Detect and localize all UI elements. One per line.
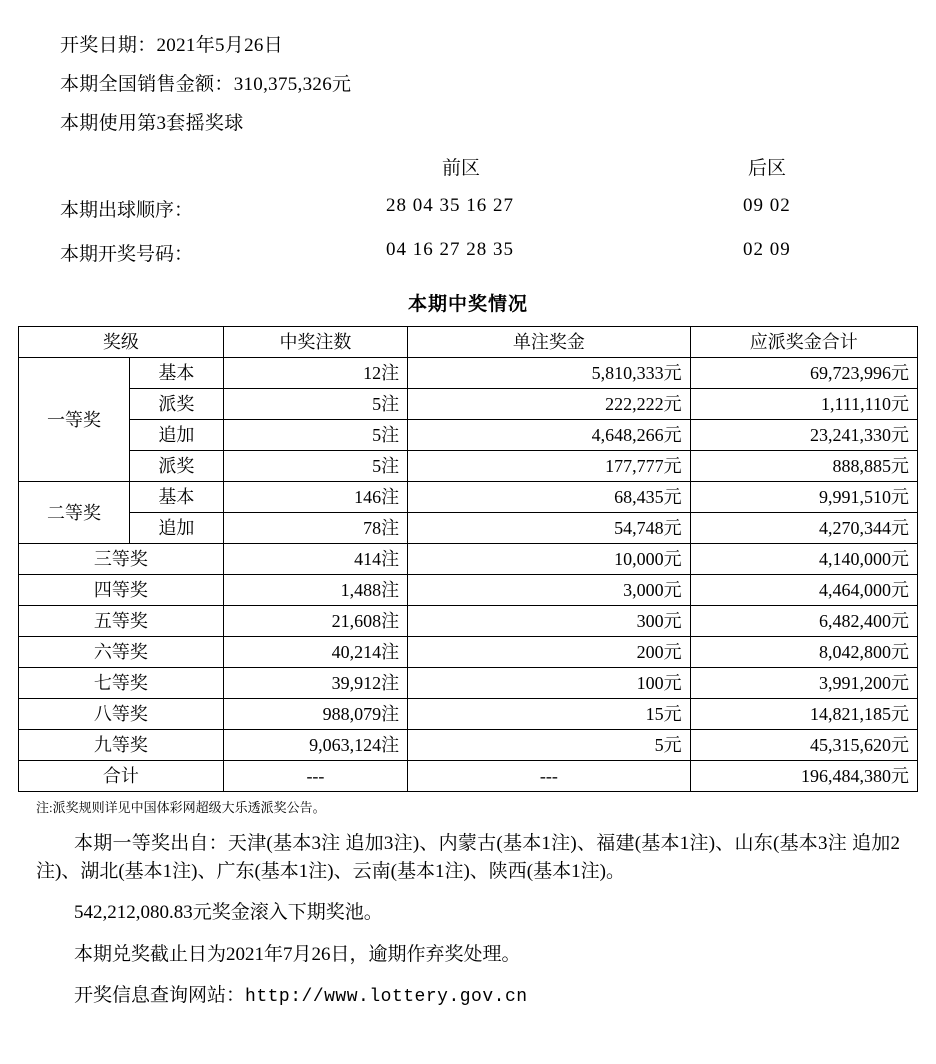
cell-count: 146注 xyxy=(223,482,407,513)
cell-amount: 3,000元 xyxy=(408,575,691,606)
draw-order-row xyxy=(18,187,918,231)
table-row xyxy=(19,420,918,451)
level-label-grand-total: 合计 xyxy=(19,761,224,792)
cell-count: 988,079注 xyxy=(223,699,407,730)
cell-total: 8,042,800元 xyxy=(690,637,917,668)
table-row xyxy=(19,730,918,761)
cell-count: 5注 xyxy=(223,451,407,482)
level-label-eighth-prize: 八等奖 xyxy=(19,699,224,730)
draw-order-front-numbers: 28 04 35 16 27 xyxy=(386,195,514,216)
table-row xyxy=(19,389,918,420)
sub-label: 追加 xyxy=(130,420,224,451)
cell-amount: 54,748元 xyxy=(408,513,691,544)
machine-set-line: 本期使用第3套摇奖球 xyxy=(60,113,244,134)
cell-amount: 177,777元 xyxy=(408,451,691,482)
cell-total: 69,723,996元 xyxy=(690,358,917,389)
back-zone-label: 后区 xyxy=(748,158,787,179)
cell-amount: --- xyxy=(408,761,691,792)
table-row xyxy=(19,606,918,637)
table-row xyxy=(19,699,918,730)
prize-table-title: 本期中奖情况 xyxy=(407,294,528,315)
claim-deadline-paragraph: 本期兑奖截止日为2021年7月26日，逾期作弃奖处理。 xyxy=(74,943,521,965)
prize-table xyxy=(18,326,918,792)
zone-header-row xyxy=(18,153,918,183)
table-row xyxy=(19,637,918,668)
column-header-total: 应派奖金合计 xyxy=(690,327,917,358)
cell-count: --- xyxy=(223,761,407,792)
cell-total: 14,821,185元 xyxy=(690,699,917,730)
cell-count: 9,063,124注 xyxy=(223,730,407,761)
cell-count: 414注 xyxy=(223,544,407,575)
website-label: 开奖信息查询网站： xyxy=(74,985,246,1007)
cell-count: 1,488注 xyxy=(223,575,407,606)
cell-count: 78注 xyxy=(223,513,407,544)
cell-amount: 68,435元 xyxy=(408,482,691,513)
cell-count: 12注 xyxy=(223,358,407,389)
cell-amount: 5元 xyxy=(408,730,691,761)
level-label-second-prize: 二等奖 xyxy=(19,482,130,544)
sub-label: 派奖 xyxy=(130,389,224,420)
level-label-first-prize: 一等奖 xyxy=(19,358,130,482)
website-paragraph xyxy=(36,982,900,1010)
cell-count: 40,214注 xyxy=(223,637,407,668)
level-label-sixth-prize: 六等奖 xyxy=(19,637,224,668)
cell-amount: 5,810,333元 xyxy=(408,358,691,389)
table-row xyxy=(19,358,918,389)
cell-amount: 222,222元 xyxy=(408,389,691,420)
cell-total: 196,484,380元 xyxy=(690,761,917,792)
cell-amount: 15元 xyxy=(408,699,691,730)
winning-numbers-row xyxy=(18,231,918,275)
cell-count: 5注 xyxy=(223,420,407,451)
draw-date-line: 开奖日期：2021年5月26日 xyxy=(60,35,284,56)
cell-count: 39,912注 xyxy=(223,668,407,699)
winning-back-numbers: 02 09 xyxy=(743,239,791,260)
sub-label: 基本 xyxy=(130,482,224,513)
cell-amount: 10,000元 xyxy=(408,544,691,575)
table-row xyxy=(19,451,918,482)
level-label-ninth-prize: 九等奖 xyxy=(19,730,224,761)
table-row-total xyxy=(19,761,918,792)
draw-order-back-numbers: 09 02 xyxy=(743,195,791,216)
sub-label: 派奖 xyxy=(130,451,224,482)
table-row xyxy=(19,513,918,544)
column-header-level: 奖级 xyxy=(19,327,224,358)
cell-total: 4,270,344元 xyxy=(690,513,917,544)
draw-order-label: 本期出球顺序： xyxy=(60,200,194,221)
column-header-amount: 单注奖金 xyxy=(408,327,691,358)
level-label-fifth-prize: 五等奖 xyxy=(19,606,224,637)
table-row xyxy=(19,482,918,513)
cell-total: 6,482,400元 xyxy=(690,606,917,637)
cell-total: 4,464,000元 xyxy=(690,575,917,606)
table-row xyxy=(19,544,918,575)
cell-count: 21,608注 xyxy=(223,606,407,637)
cell-total: 23,241,330元 xyxy=(690,420,917,451)
website-url[interactable]: http://www.lottery.gov.cn xyxy=(245,987,528,1008)
level-label-seventh-prize: 七等奖 xyxy=(19,668,224,699)
winning-front-numbers: 04 16 27 28 35 xyxy=(386,239,514,260)
cell-total: 888,885元 xyxy=(690,451,917,482)
table-header-row xyxy=(19,327,918,358)
cell-total: 1,111,110元 xyxy=(690,389,917,420)
sub-label: 追加 xyxy=(130,513,224,544)
front-zone-label: 前区 xyxy=(442,158,481,179)
cell-amount: 100元 xyxy=(408,668,691,699)
sales-amount-line: 本期全国销售金额：310,375,326元 xyxy=(60,74,352,95)
first-prize-origin-paragraph: 本期一等奖出自：天津(基本3注 追加3注)、内蒙古(基本1注)、福建(基本1注)、山东(基本3注 追加2注)、湖北(基本1注)、广东(基本1注)、云南(基本1注)、陕西(基本1注)。 xyxy=(36,833,900,882)
cell-total: 3,991,200元 xyxy=(690,668,917,699)
column-header-count: 中奖注数 xyxy=(223,327,407,358)
cell-total: 9,991,510元 xyxy=(690,482,917,513)
table-row xyxy=(19,575,918,606)
winning-numbers-label: 本期开奖号码： xyxy=(60,244,194,265)
level-label-third-prize: 三等奖 xyxy=(19,544,224,575)
cell-count: 5注 xyxy=(223,389,407,420)
payout-rule-note: 注:派奖规则详见中国体彩网超级大乐透派奖公告。 xyxy=(36,800,326,815)
cell-amount: 300元 xyxy=(408,606,691,637)
level-label-fourth-prize: 四等奖 xyxy=(19,575,224,606)
sub-label: 基本 xyxy=(130,358,224,389)
cell-total: 45,315,620元 xyxy=(690,730,917,761)
cell-total: 4,140,000元 xyxy=(690,544,917,575)
cell-amount: 4,648,266元 xyxy=(408,420,691,451)
table-row xyxy=(19,668,918,699)
rollover-paragraph: 542,212,080.83元奖金滚入下期奖池。 xyxy=(74,902,383,924)
cell-amount: 200元 xyxy=(408,637,691,668)
